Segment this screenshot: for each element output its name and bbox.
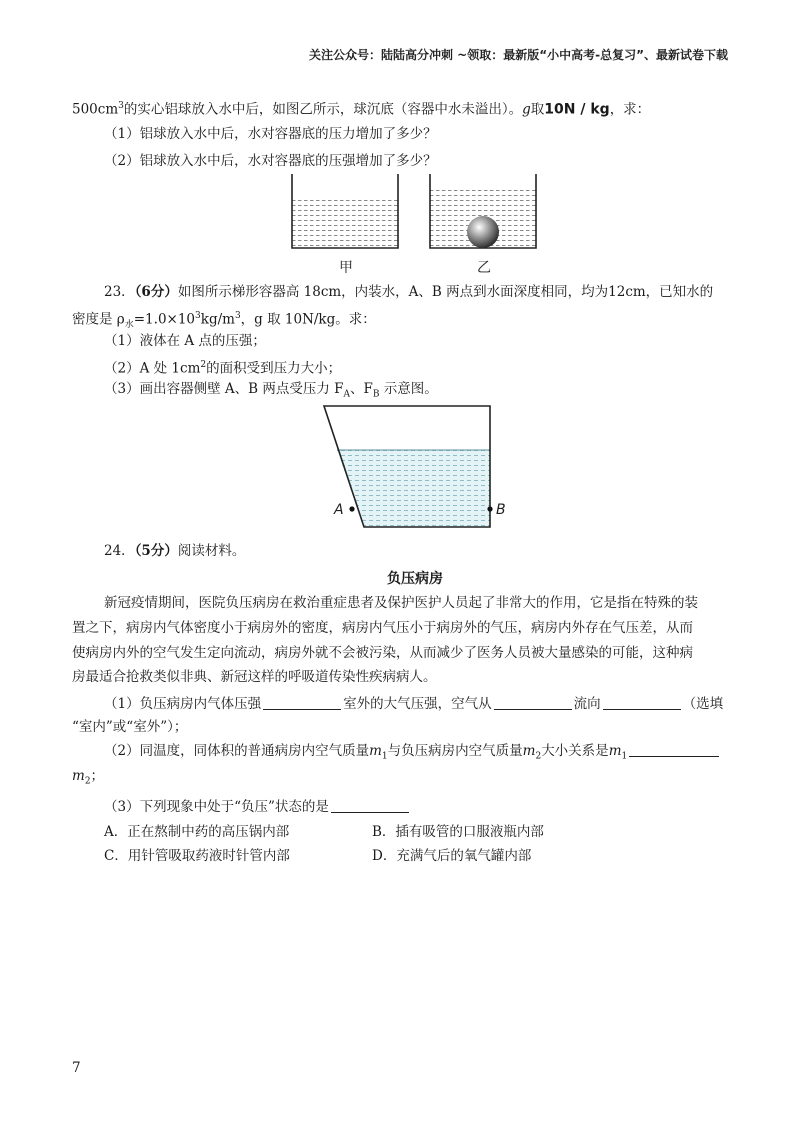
q23-density-unit: kg/m xyxy=(200,311,235,328)
q23-sub2-a: （2）A 处 1cm xyxy=(104,360,201,377)
q22-figure xyxy=(280,168,550,278)
answer-blank-4[interactable] xyxy=(629,742,719,757)
page-header: 关注公众号：陆陆高分冲刺 ~领取：最新版“小中高考-总复习”、最新试卷下载 xyxy=(309,48,728,62)
q23-stem: 如图所示梯形容器高 18cm，内装水，A、B 两点到水面深度相同，均为12cm，已知水的 xyxy=(177,284,714,300)
q24-sub2 xyxy=(104,741,721,767)
q23-density-value: =1.0×10 xyxy=(133,311,196,328)
q24-s2-a: （2）同温度，同体积的普通病房内空气质量 xyxy=(104,743,370,759)
point-b xyxy=(487,506,492,511)
q24-s1-d: （选填 xyxy=(682,696,724,712)
option-c[interactable]: C．用针管吸取药液时针管内部 xyxy=(104,848,290,864)
q23-score: （6分） xyxy=(134,284,178,300)
q22-sub2: （2）铝球放入水中后，水对容器底的压强增加了多少？ xyxy=(104,153,437,169)
q22-g-value: 10N / kg xyxy=(544,101,610,118)
q24-m1b-sub: 1 xyxy=(621,751,628,762)
q23-line1 xyxy=(104,282,713,302)
fig-label-jia: 甲 xyxy=(339,260,353,276)
article-para-line2: 置之下，病房内气体密度小于病房外的密度，病房内气压小于病房外的气压，病房内外存在气压差，从而 xyxy=(72,620,693,636)
q24-m2: m xyxy=(522,743,536,759)
q23-sub2-b: 的面积受到压力大小； xyxy=(206,360,342,377)
q23-g-text: ，g 取 10N/kg。求： xyxy=(240,311,376,328)
q23-sub2 xyxy=(104,355,341,379)
q24-header xyxy=(104,541,245,561)
q24-lead: 阅读材料。 xyxy=(177,543,246,559)
point-a xyxy=(349,506,354,511)
q22-sub1: （1）铝球放入水中后，水对容器底的压力增加了多少？ xyxy=(104,126,437,142)
q23-sub3-a: （3）画出容器侧壁 A、B 两点受压力 F xyxy=(104,381,344,397)
q24-s3-text: （3）下列现象中处于“负压”状态的是 xyxy=(104,799,329,815)
q24-score: （5分） xyxy=(134,543,178,559)
q24-m2b-sub: 2 xyxy=(84,776,91,787)
option-d[interactable]: D．充满气后的氧气罐内部 xyxy=(372,848,532,864)
option-b[interactable]: B．插有吸管的口服液瓶内部 xyxy=(372,824,544,840)
water-left xyxy=(292,196,398,248)
article-para-line4: 房最适合抢救类似非典、新冠这样的呼吸道传染性疾病病人。 xyxy=(72,669,437,685)
q24-sub3 xyxy=(104,797,411,817)
q23-density-sub: 水 xyxy=(124,320,134,331)
q24-s2-b: 与负压病房内空气质量 xyxy=(387,743,523,759)
q24-m2-sub: 2 xyxy=(535,751,542,762)
q22-intro xyxy=(72,96,650,120)
answer-blank-2[interactable] xyxy=(494,695,572,710)
q24-s1-b: 室外的大气压强，空气从 xyxy=(343,696,492,712)
answer-blank-5[interactable] xyxy=(331,798,409,813)
aluminum-ball xyxy=(467,216,499,248)
q24-sub2-cont xyxy=(72,766,104,792)
q23-sub2-sup: 2 xyxy=(200,360,207,370)
q23-density-label: 密度是 ρ xyxy=(72,311,125,328)
q22-g-symbol: g xyxy=(522,101,531,118)
article-title: 负压病房 xyxy=(387,571,443,587)
q23-density-unit-exp: 3 xyxy=(234,311,241,321)
article-para-line1: 新冠疫情期间，医院负压病房在救治重症患者及保护医护人员起了非常大的作用，它是指在特殊的装 xyxy=(104,595,698,611)
q22-intro-text: 的实心铝球放入水中后，如图乙所示，球沉底（容器中水未溢出）。 xyxy=(123,101,523,118)
q23-sub3-subA: A xyxy=(343,389,350,400)
q23-density-exp: 3 xyxy=(195,311,201,321)
q24-sub1-cont: “室内”或“室外”）； xyxy=(72,719,188,735)
q23-sub3-c: 示意图。 xyxy=(379,381,438,397)
q24-number: 24． xyxy=(104,543,135,559)
option-a[interactable]: A．正在熬制中药的高压锅内部 xyxy=(104,824,290,840)
q24-m2b: m xyxy=(72,768,85,784)
q24-s1-c: 流向 xyxy=(573,696,601,712)
q23-sub3-subB: B xyxy=(372,389,380,400)
q22-ask: ，求： xyxy=(609,101,651,118)
q23-number: 23． xyxy=(104,284,135,300)
q24-sub1 xyxy=(104,694,723,714)
q24-s2-d: ； xyxy=(90,768,105,784)
q23-sub1: （1）液体在 A 点的压强； xyxy=(104,333,266,349)
fig-label-yi: 乙 xyxy=(477,260,491,276)
q24-s1-a: （1）负压病房内气体压强 xyxy=(104,696,262,712)
answer-blank-1[interactable] xyxy=(263,695,341,710)
q22-volume: 500cm xyxy=(72,101,119,118)
q23-figure xyxy=(320,398,520,538)
label-b: B xyxy=(496,502,506,518)
q22-volume-sup: 3 xyxy=(118,101,124,111)
q24-m1: m xyxy=(369,743,382,759)
q23-sub3-b: 、F xyxy=(350,381,373,397)
q22-take: 取 xyxy=(530,101,545,118)
q24-m1b: m xyxy=(608,743,622,759)
q24-s2-c: 大小关系是 xyxy=(541,743,609,759)
article-para-line3: 使病房内外的空气发生定向流动，病房外就不会被污染，从而减少了医务人员被大量感染的可能，这种病 xyxy=(72,645,693,661)
label-a: A xyxy=(334,502,344,518)
q24-m1-sub: 1 xyxy=(381,751,388,762)
page-number: 7 xyxy=(72,1060,81,1076)
answer-blank-3[interactable] xyxy=(603,695,681,710)
